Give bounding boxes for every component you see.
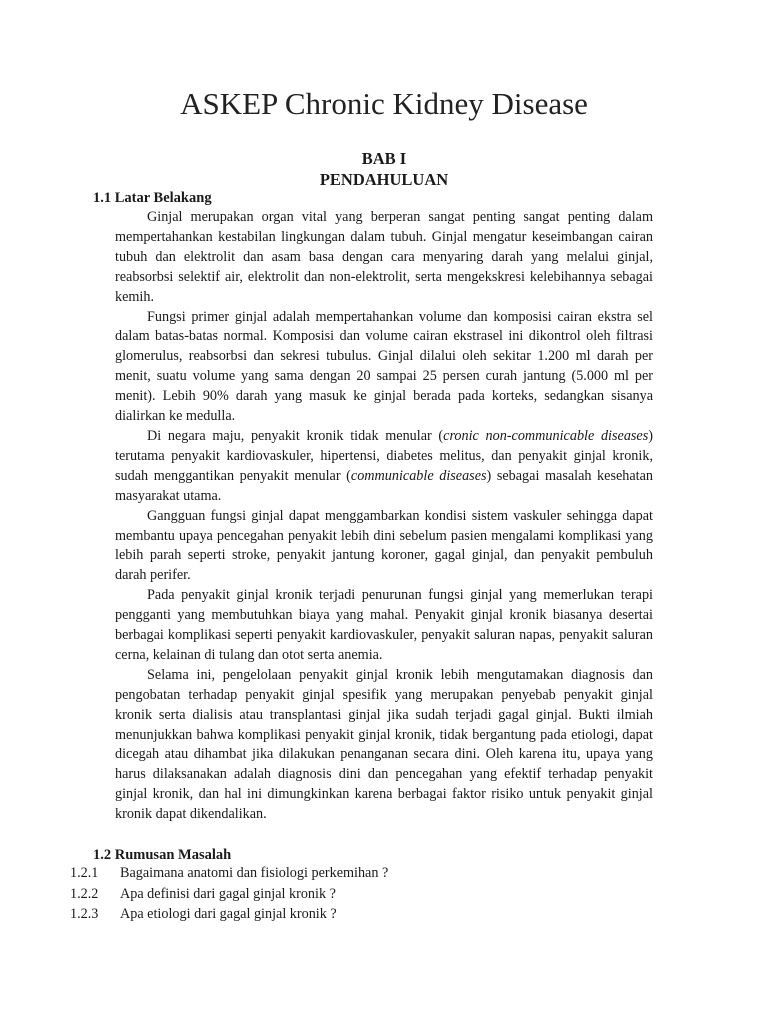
list-item-number: 1.2.1 [70,865,99,881]
section-body-latar-belakang [115,208,653,825]
list-item [70,884,670,905]
problem-list [70,863,670,925]
list-item-text: Apa definisi dari gagal ginjal kronik ? [120,885,336,902]
document-title: ASKEP Chronic Kidney Disease [180,86,588,121]
paragraph-3-text-a: Di negara maju, penyakit kronik tidak menular ( [147,427,444,444]
list-item [70,863,670,884]
paragraph-5: Pada penyakit ginjal kronik terjadi penurunan fungsi ginjal yang memerlukan terapi pengganti yang membutuhkan biaya yang mahal. Penyakit ginjal kronik biasanya desertai berbagai komplikasi seperti penyakit kardiovaskuler, penyakit saluran napas, penyakit saluran cerna, kelainan di tulang dan otot serta anemia. [115,587,653,663]
paragraph-3 [115,427,653,507]
paragraph-3-text-b: ) terutama penyakit kardiovaskuler, hipertensi, diabetes melitus, dan penyakit ginjal kronik, sudah menggantikan penyakit menular ( [115,427,653,484]
chapter-heading [0,148,768,190]
list-item [70,904,670,925]
list-item-text: Bagaimana anatomi dan fisiologi perkemihan ? [120,865,389,881]
paragraph-1: Ginjal merupakan organ vital yang berperan sangat penting sangat penting dalam mempertahankan kestabilan lingkungan dalam tubuh. Ginjal mengatur keseimbangan cairan tubuh dan elektrolit dan asam basa dengan cara menyaring darah yang melalui ginjal, reabsorbsi selektif air, elektrolit dan non-elektrolit, serta mengekskresi kelebihannya sebagai kemih. [115,209,653,305]
section-heading-latar-belakang: 1.1 Latar Belakang [93,190,212,206]
paragraph-3-text-c: ) sebagai masalah kesehatan masyarakat utama. [115,467,653,504]
paragraph-3-italic-1: cronic non-communicable diseases [443,427,649,444]
paragraph-3-italic-2: communicable diseases [350,467,487,484]
chapter-title: PENDAHULUAN [319,170,449,189]
paragraph-2: Fungsi primer ginjal adalah mempertahankan volume dan komposisi cairan ekstra sel dalam batas-batas normal. Komposisi dan volume cairan ekstrasel ini dikontrol oleh filtrasi glomerulus, reabsorbsi dan sekresi tubulus. Ginjal dilalui oleh sekitar 1.200 ml darah per menit, suatu volume yang sama dengan 20 sampai 25 persen curah jantung (5.000 ml per menit). Lebih 90% darah yang masuk ke ginjal berada pada korteks, sedangkan sisanya dialirkan ke medulla. [115,308,653,425]
chapter-number: BAB I [361,149,407,168]
list-item-number: 1.2.2 [70,885,99,902]
paragraph-6: Selama ini, pengelolaan penyakit ginjal kronik lebih mengutamakan diagnosis dan pengobatan terhadap penyakit ginjal spesifik yang merupakan penyebab penyakit ginjal kronik serta dialisis atau transplantasi ginjal jika sudah terjadi gagal ginjal. Bukti ilmiah menunjukkan bahwa komplikasi penyakit ginjal kronik, tidak bergantung pada etiologi, dapat dicegah atau dihambat jika dilakukan penanganan secara dini. Oleh karena itu, upaya yang harus dilaksanakan adalah diagnosis dini dan pencegahan yang efektif terhadap penyakit ginjal kronik, dan hal ini dimungkinkan karena berbagai faktor risiko untuk penyakit ginjal kronik dapat dikendalikan. [115,666,653,823]
section-heading-rumusan-masalah: 1.2 Rumusan Masalah [93,847,232,863]
list-item-number: 1.2.3 [70,906,99,922]
list-item-text: Apa etiologi dari gagal ginjal kronik ? [120,906,337,922]
paragraph-4: Gangguan fungsi ginjal dapat menggambarkan kondisi sistem vaskuler sehingga dapat membantu upaya pencegahan penyakit lebih dini sebelum pasien mengalami komplikasi yang lebih parah seperti stroke, penyakit jantung koroner, gagal ginjal, dan penyakit pembuluh darah perifer. [115,507,653,584]
